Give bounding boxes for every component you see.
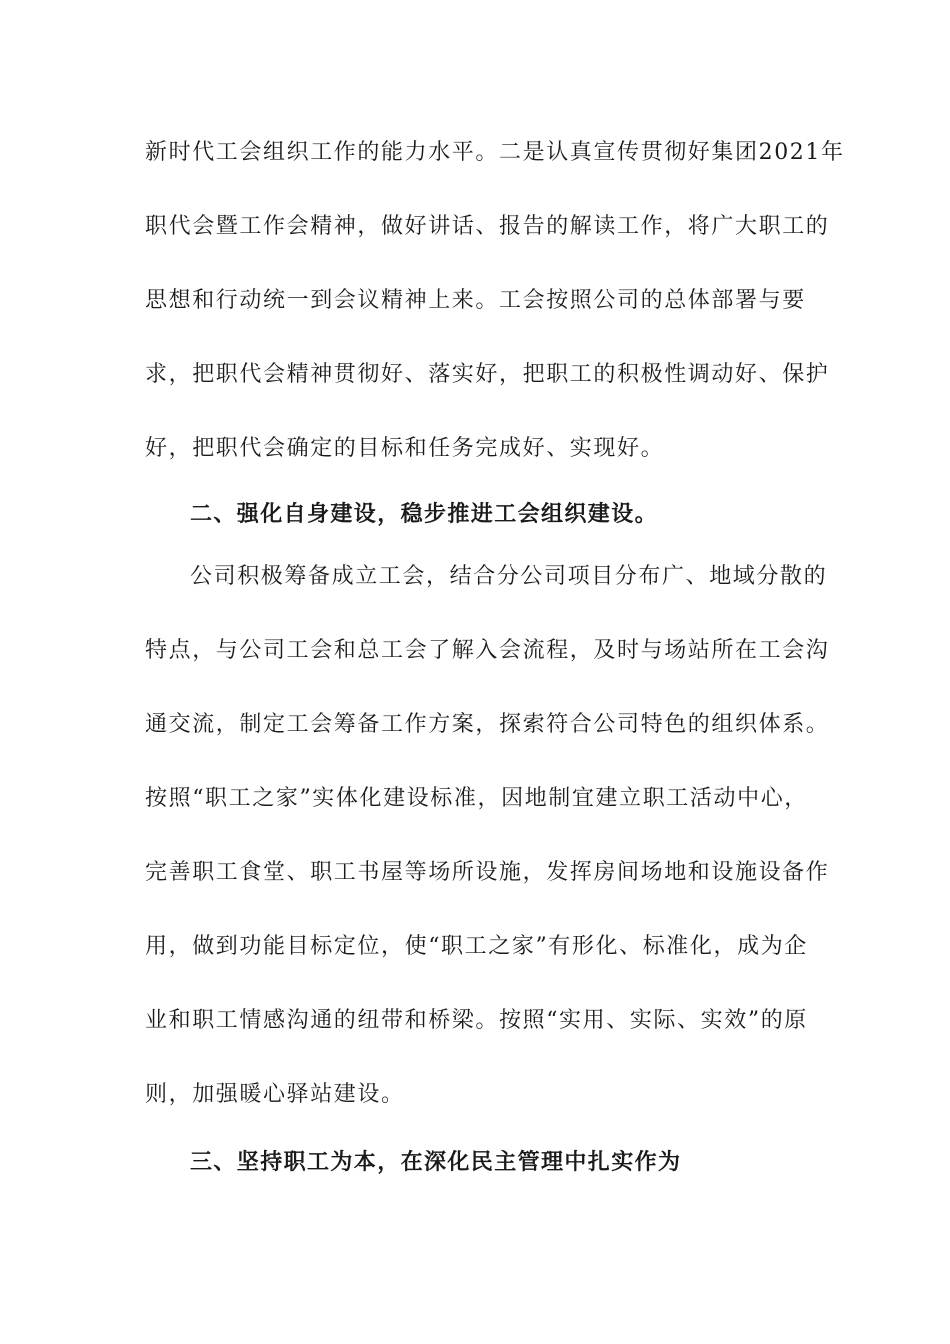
paragraph-line: 好，把职代会确定的目标和任务完成好、实现好。	[145, 436, 665, 461]
section-heading-2: 二、强化自身建设，稳步推进工会组织建设。	[190, 502, 659, 527]
paragraph-line: 则，加强暖心驿站建设。	[145, 1082, 405, 1107]
section-heading-3: 三、坚持职工为本，在深化民主管理中扎实作为	[190, 1150, 682, 1175]
paragraph-line: 求，把职代会精神贯彻好、落实好，把职工的积极性调动好、保护	[145, 362, 830, 387]
paragraph-line: 业和职工情感沟通的纽带和桥梁。按照“实用、实际、实效”的原	[145, 1008, 808, 1033]
paragraph-line: 公司积极筹备成立工会，结合分公司项目分布广、地域分散的	[190, 564, 828, 589]
paragraph-line: 新时代工会组织工作的能力水平。二是认真宣传贯彻好集团2021年	[145, 140, 845, 165]
paragraph-line: 完善职工食堂、职工书屋等场所设施，发挥房间场地和设施设备作	[145, 860, 830, 885]
paragraph-line: 用，做到功能目标定位，使“职工之家”有形化、标准化，成为企	[145, 934, 808, 959]
paragraph-line: 特点，与公司工会和总工会了解入会流程，及时与场站所在工会沟	[145, 638, 830, 663]
paragraph-line: 思想和行动统一到会议精神上来。工会按照公司的总体部署与要	[145, 288, 806, 313]
paragraph-line: 通交流，制定工会筹备工作方案，探索符合公司特色的组织体系。	[145, 712, 830, 737]
paragraph-line: 按照“职工之家”实体化建设标准，因地制宜建立职工活动中心，	[145, 786, 808, 811]
paragraph-line: 职代会暨工作会精神，做好讲话、报告的解读工作，将广大职工的	[145, 214, 830, 239]
